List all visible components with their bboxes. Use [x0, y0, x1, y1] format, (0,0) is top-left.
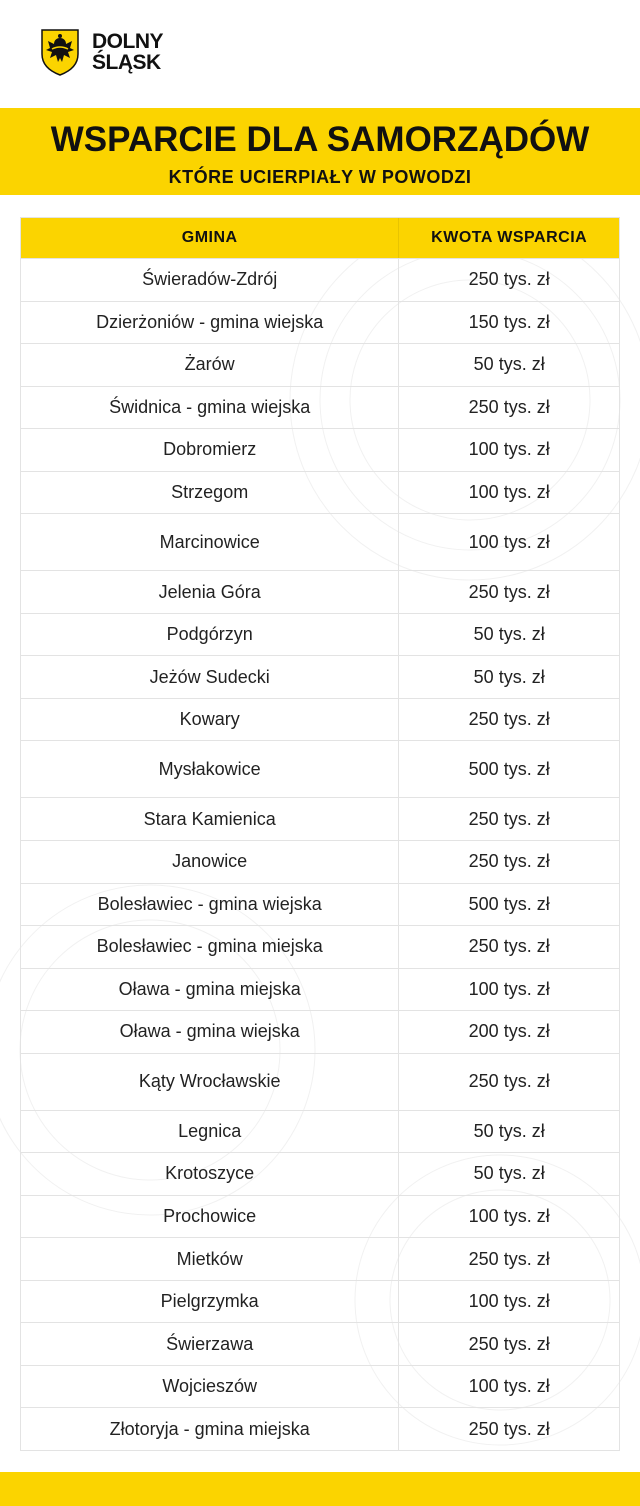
cell-kwota: 250 tys. zł — [398, 926, 619, 968]
cell-kwota: 100 tys. zł — [398, 1196, 619, 1238]
cell-kwota: 100 tys. zł — [398, 514, 619, 570]
column-header-kwota: KWOTA WSPARCIA — [398, 218, 619, 258]
table-row — [21, 1110, 619, 1153]
cell-gmina: Stara Kamienica — [143, 808, 276, 829]
column-header-gmina: GMINA — [181, 229, 238, 246]
logo-line-2: ŚLĄSK — [92, 51, 161, 74]
page-title: WSPARCIE DLA SAMORZĄDÓW — [50, 120, 590, 159]
table-row — [21, 968, 619, 1011]
cell-gmina: Świeradów-Zdrój — [142, 269, 278, 290]
cell-kwota: 50 tys. zł — [398, 1111, 619, 1153]
cell-kwota: 100 tys. zł — [398, 429, 619, 471]
cell-gmina: Żarów — [184, 354, 235, 375]
table-row — [21, 698, 619, 741]
cell-gmina: Dzierżoniów - gmina wiejska — [96, 311, 324, 332]
table-row — [21, 343, 619, 386]
table-row — [21, 471, 619, 514]
table-row — [21, 1053, 619, 1110]
cell-gmina: Prochowice — [163, 1206, 257, 1227]
cell-kwota: 250 tys. zł — [398, 571, 619, 613]
cell-gmina: Oława - gmina wiejska — [119, 1021, 300, 1042]
header-banner — [0, 108, 640, 195]
cell-gmina: Bolesławiec - gmina miejska — [96, 936, 323, 957]
cell-gmina: Podgórzyn — [166, 624, 253, 645]
cell-gmina: Mietków — [176, 1248, 243, 1269]
footer-bar — [0, 1472, 640, 1506]
support-table — [20, 217, 620, 1451]
logo-line-1: DOLNY — [92, 30, 163, 53]
logo-text — [92, 31, 163, 73]
table-row — [21, 513, 619, 570]
coat-of-arms-icon — [40, 28, 80, 76]
table-row — [21, 258, 619, 301]
cell-gmina: Wojcieszów — [162, 1376, 258, 1397]
table-row — [21, 1010, 619, 1053]
table-row — [21, 301, 619, 344]
table-row — [21, 1237, 619, 1280]
cell-gmina: Jelenia Góra — [158, 581, 261, 602]
cell-kwota: 100 tys. zł — [398, 969, 619, 1011]
table-row — [21, 797, 619, 840]
cell-gmina: Jeżów Sudecki — [149, 666, 270, 687]
cell-gmina: Świdnica - gmina wiejska — [109, 396, 311, 417]
table-row — [21, 1322, 619, 1365]
cell-gmina: Świerzawa — [166, 1333, 254, 1354]
cell-kwota: 250 tys. zł — [398, 1054, 619, 1110]
cell-gmina: Kąty Wrocławskie — [138, 1071, 281, 1092]
cell-gmina: Strzegom — [171, 481, 249, 502]
cell-kwota: 50 tys. zł — [398, 1153, 619, 1195]
cell-kwota: 250 tys. zł — [398, 1408, 619, 1450]
cell-kwota: 250 tys. zł — [398, 1323, 619, 1365]
cell-kwota: 100 tys. zł — [398, 472, 619, 514]
cell-kwota: 250 tys. zł — [398, 841, 619, 883]
table-row — [21, 883, 619, 926]
cell-gmina: Legnica — [178, 1120, 242, 1141]
cell-kwota: 100 tys. zł — [398, 1366, 619, 1408]
table-body — [21, 258, 619, 1450]
cell-kwota: 250 tys. zł — [398, 798, 619, 840]
table-row — [21, 1195, 619, 1238]
cell-gmina: Oława - gmina miejska — [118, 978, 301, 999]
cell-kwota: 250 tys. zł — [398, 699, 619, 741]
cell-gmina: Kowary — [179, 709, 240, 730]
cell-gmina: Mysłakowice — [158, 758, 261, 779]
table-row — [21, 613, 619, 656]
table-row — [21, 386, 619, 429]
table-row — [21, 1407, 619, 1450]
table-row — [21, 1152, 619, 1195]
table-row — [21, 740, 619, 797]
cell-kwota: 500 tys. zł — [398, 884, 619, 926]
cell-gmina: Bolesławiec - gmina wiejska — [97, 893, 322, 914]
table-row — [21, 840, 619, 883]
cell-kwota: 100 tys. zł — [398, 1281, 619, 1323]
cell-kwota: 250 tys. zł — [398, 259, 619, 301]
table-row — [21, 925, 619, 968]
cell-gmina: Złotoryja - gmina miejska — [109, 1418, 310, 1439]
cell-gmina: Marcinowice — [159, 531, 260, 552]
logo — [40, 28, 163, 76]
cell-kwota: 50 tys. zł — [398, 656, 619, 698]
cell-gmina: Pielgrzymka — [160, 1291, 259, 1312]
table-row — [21, 570, 619, 613]
cell-kwota: 50 tys. zł — [398, 614, 619, 656]
table-header — [21, 218, 619, 258]
cell-kwota: 250 tys. zł — [398, 1238, 619, 1280]
cell-kwota: 250 tys. zł — [398, 387, 619, 429]
cell-kwota: 50 tys. zł — [398, 344, 619, 386]
table-row — [21, 1365, 619, 1408]
table-row — [21, 1280, 619, 1323]
cell-gmina: Janowice — [172, 851, 248, 872]
cell-kwota: 200 tys. zł — [398, 1011, 619, 1053]
cell-gmina: Krotoszyce — [165, 1163, 255, 1184]
cell-gmina: Dobromierz — [163, 439, 257, 460]
cell-kwota: 150 tys. zł — [398, 302, 619, 344]
cell-kwota: 500 tys. zł — [398, 741, 619, 797]
page-subtitle: KTÓRE UCIERPIAŁY W POWODZI — [168, 167, 472, 187]
table-row — [21, 428, 619, 471]
table-row — [21, 655, 619, 698]
